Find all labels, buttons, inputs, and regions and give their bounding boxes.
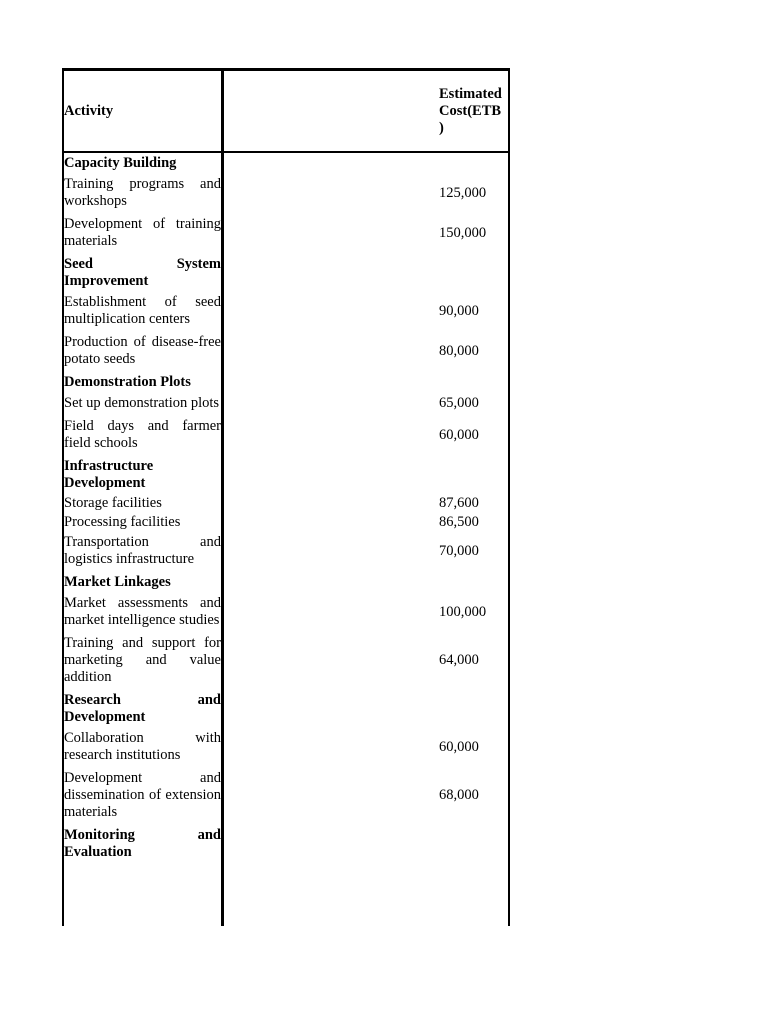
table-row — [64, 292, 508, 332]
cost-value: 60,000 — [439, 738, 479, 755]
activity-label: Transportation and logistics infrastructure — [64, 534, 221, 567]
table-row — [64, 593, 508, 633]
table-row — [64, 728, 508, 768]
budget-table — [62, 68, 510, 926]
activity-label: Production of disease-free potato seeds — [64, 334, 221, 367]
section-row — [64, 372, 508, 393]
table-row — [64, 214, 508, 254]
header-activity: Activity — [64, 103, 114, 119]
section-row — [64, 254, 508, 292]
section-label: Infrastructure Development — [64, 458, 154, 491]
table-row — [64, 768, 508, 825]
section-label: Research and Development — [64, 692, 221, 725]
section-label: Market Linkages — [64, 574, 171, 590]
activity-label: Set up demonstration plots — [64, 395, 220, 411]
section-row — [64, 572, 508, 593]
activity-label: Storage facilities — [64, 495, 162, 511]
activity-label: Market assessments and market intelligence studies — [64, 595, 221, 628]
section-row — [64, 456, 508, 494]
activity-label: Development of training materials — [64, 216, 221, 249]
table-row — [64, 393, 508, 416]
cost-value: 87,600 — [439, 495, 479, 511]
activity-label: Development and dissemination of extension materials — [64, 770, 221, 820]
cost-value: 64,000 — [439, 652, 479, 668]
table-row — [64, 494, 508, 513]
cost-value: 68,000 — [439, 787, 479, 803]
table-row — [64, 513, 508, 532]
table-row — [64, 174, 508, 214]
section-row — [64, 690, 508, 728]
activity-label: Training programs and workshops — [64, 176, 221, 209]
cost-value: 65,000 — [439, 395, 479, 411]
cost-value: 80,000 — [439, 342, 479, 359]
cost-value: 86,500 — [439, 514, 479, 530]
section-row — [64, 825, 508, 863]
activity-label: Collaboration with research institutions — [64, 730, 221, 763]
table-row — [64, 532, 508, 572]
cost-value: 150,000 — [439, 224, 487, 241]
cost-value: 60,000 — [439, 426, 479, 443]
table-row — [64, 633, 508, 690]
table-body — [64, 153, 508, 863]
activity-label: Field days and farmer field schools — [64, 418, 221, 451]
section-label: Monitoring and Evaluation — [64, 827, 221, 860]
activity-label: Processing facilities — [64, 514, 181, 530]
section-label: Seed System Improvement — [64, 256, 221, 289]
section-row — [64, 153, 508, 174]
cost-value: 90,000 — [439, 302, 479, 319]
table-row — [64, 332, 508, 372]
table-row — [64, 416, 508, 456]
table-header — [64, 71, 508, 153]
cost-value: 125,000 — [439, 184, 487, 201]
cost-value: 100,000 — [439, 603, 487, 620]
section-label: Demonstration Plots — [64, 374, 191, 390]
section-label: Capacity Building — [64, 155, 177, 171]
header-estimated-cost: Estimated Cost(ETB ) — [439, 86, 502, 136]
activity-label: Establishment of seed multiplication centers — [64, 294, 221, 327]
activity-label: Training and support for marketing and value addition — [64, 635, 221, 685]
cost-value: 70,000 — [439, 542, 479, 559]
